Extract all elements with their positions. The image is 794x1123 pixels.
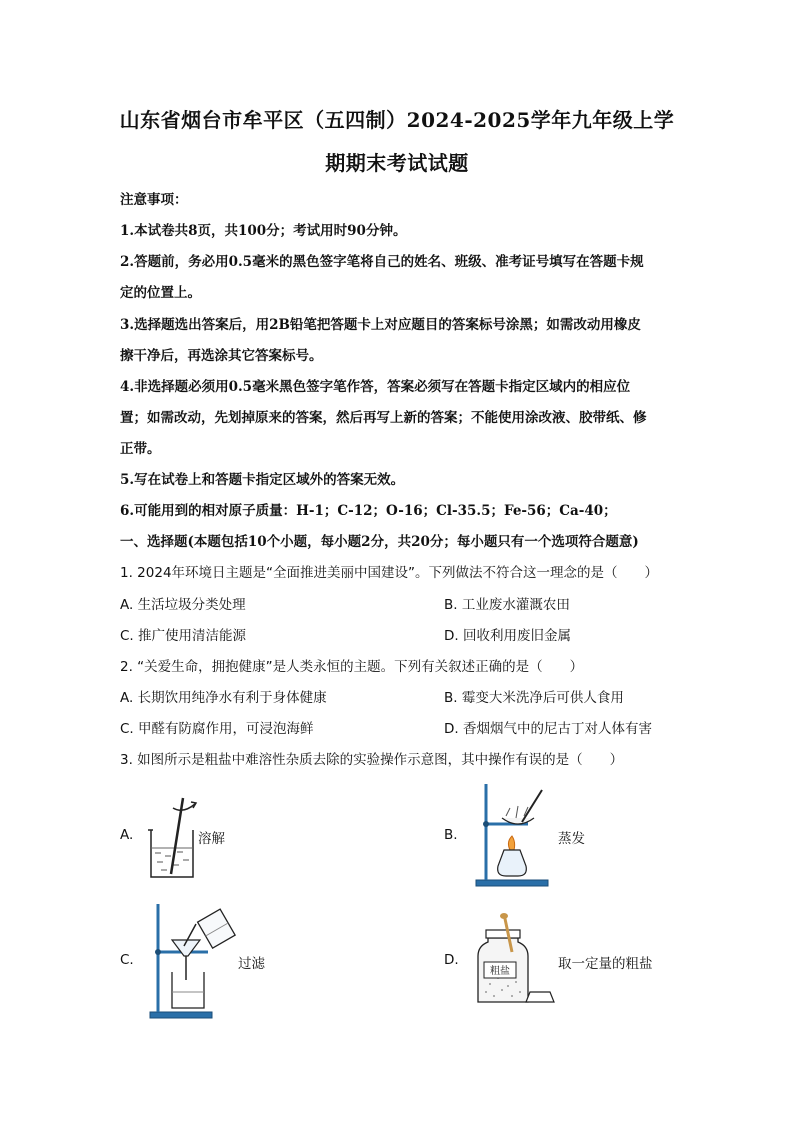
- evaporation-setup-figure: [472, 780, 552, 888]
- page-title-continued: 期期末考试试题: [325, 151, 469, 175]
- notice-item: 擦干净后，再选涂其它答案标号。: [120, 348, 323, 364]
- notice-item: 置；如需改动，先划掉原来的答案，然后再写上新的答案；不能使用涂改液、胶带纸、修: [120, 410, 647, 426]
- option-2b: B. 霉变大米洗净后可供人食用: [444, 690, 624, 706]
- figure-c-caption: 过滤: [238, 956, 265, 972]
- notice-item: 定的位置上。: [120, 285, 201, 301]
- figure-d-letter: D.: [444, 952, 459, 968]
- option-2a: A. 长期饮用纯净水有利于身体健康: [120, 690, 327, 706]
- notice-item: 正带。: [120, 441, 161, 457]
- dissolving-beaker-figure: [145, 790, 205, 882]
- figure-b-letter: B.: [444, 827, 458, 843]
- page-title: 山东省烟台市牟平区（五四制）2024-2025学年九年级上学: [119, 108, 675, 132]
- option-2c: C. 甲醛有防腐作用，可浸泡海鲜: [120, 721, 314, 737]
- notice-item: 3.选择题选出答案后，用2B铅笔把答题卡上对应题目的答案标号涂黑；如需改动用橡皮: [120, 317, 641, 333]
- option-1b: B. 工业废水灌溉农田: [444, 597, 570, 613]
- option-1a: A. 生活垃圾分类处理: [120, 597, 246, 613]
- salt-jar-figure: [472, 912, 562, 1006]
- figure-c-letter: C.: [120, 952, 134, 968]
- jar-label-text: 粗盐: [490, 966, 510, 977]
- notice-item: 6.可能用到的相对原子质量：H-1；C-12；O-16；Cl-35.5；Fe-56；Ca-40；: [120, 503, 617, 519]
- notice-heading: 注意事项：: [120, 192, 188, 208]
- option-2d: D. 香烟烟气中的尼古丁对人体有害: [444, 721, 652, 737]
- notice-item: 2.答题前，务必用0.5毫米的黑色签字笔将自己的姓名、班级、准考证号填写在答题卡规: [120, 254, 644, 270]
- filtration-setup-figure: [148, 900, 238, 1020]
- notice-item: 1.本试卷共8页，共100分；考试用时90分钟。: [120, 223, 407, 239]
- figure-d-caption: 取一定量的粗盐: [558, 956, 653, 972]
- question-stem-3: 3. 如图所示是粗盐中难溶性杂质去除的实验操作示意图，其中操作有误的是（ ）: [120, 752, 624, 768]
- figure-a-letter: A.: [120, 827, 134, 843]
- notice-item: 5.写在试卷上和答题卡指定区域外的答案无效。: [120, 472, 405, 488]
- option-1d: D. 回收利用废旧金属: [444, 628, 571, 644]
- section-heading: 一、选择题(本题包括10个小题，每小题2分，共20分；每小题只有一个选项符合题意): [120, 534, 639, 550]
- notice-item: 4.非选择题必须用0.5毫米黑色签字笔作答，答案必须写在答题卡指定区域内的相应位: [120, 379, 631, 395]
- question-stem-2: 2. “关爱生命，拥抱健康”是人类永恒的主题。下列有关叙述正确的是（ ）: [120, 659, 584, 675]
- figure-a-caption: 溶解: [198, 831, 225, 847]
- figure-b-caption: 蒸发: [558, 831, 585, 847]
- question-stem-1: 1. 2024年环境日主题是“全面推进美丽中国建设”。下列做法不符合这一理念的是（ ）: [120, 565, 659, 581]
- option-1c: C. 推广使用清洁能源: [120, 628, 247, 644]
